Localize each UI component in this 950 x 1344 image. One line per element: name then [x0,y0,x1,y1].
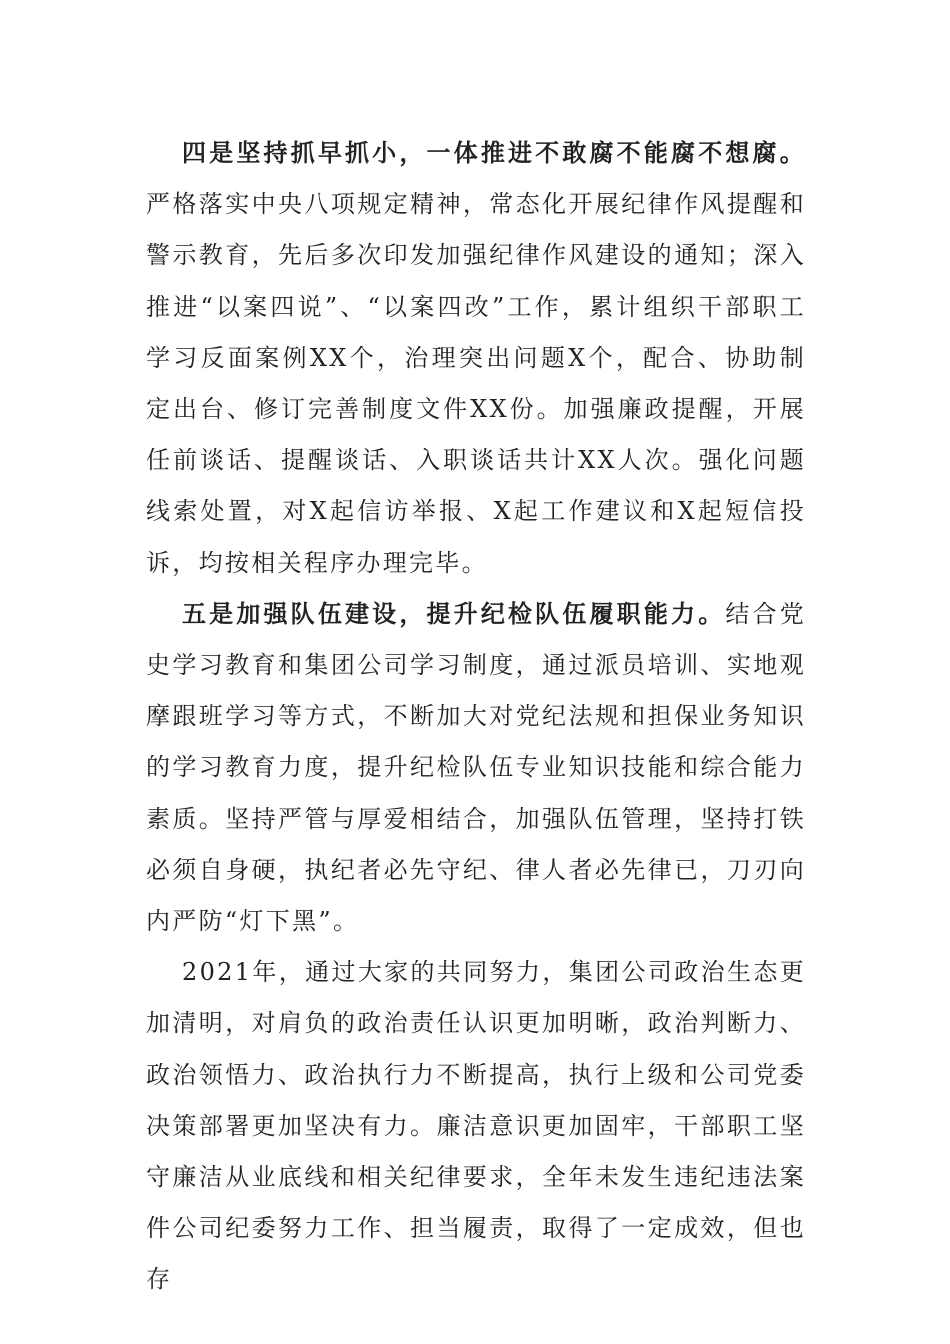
document-body [146,128,806,1306]
paragraph-team-building [146,589,806,947]
paragraph-discipline [146,128,806,589]
paragraph-text: 2021年，通过大家的共同努力，集团公司政治生态更加清明，对肩负的政治责任认识更加明晰，政治判断力、政治领悟力、政治执行力不断提高，执行上级和公司党委决策部署更加坚决有力。廉洁意识更加固牢，干部职工坚守廉洁从业底线和相关纪律要求，全年未发生违纪违法案件公司纪委努力工作、担当履责，取得了一定成效，但也存 [146,958,806,1294]
paragraph-summary-2021 [146,947,806,1305]
paragraph-heading: 五是加强队伍建设，提升纪检队伍履职能力。 [182,599,726,628]
paragraph-text: 严格落实中央八项规定精神，常态化开展纪律作风提醒和警示教育，先后多次印发加强纪律作风建设的通知；深入推进“以案四说”、“以案四改”工作，累计组织干部职工学习反面案例XX个，治理突出问题X个，配合、协助制定出台、修订完善制度文件XX份。加强廉政提醒，开展任前谈话、提醒谈话、入职谈话共计XX人次。强化问题线索处置，对X起信访举报、X起工作建议和X起短信投诉，均按相关程序办理完毕。 [146,190,806,577]
paragraph-text: 结合党史学习教育和集团公司学习制度，通过派员培训、实地观摩跟班学习等方式，不断加大对党纪法规和担保业务知识的学习教育力度，提升纪检队伍专业知识技能和综合能力素质。坚持严管与厚爱相结合，加强队伍管理，坚持打铁必须自身硬，执纪者必先守纪、律人者必先律已，刀刃向内严防“灯下黑”。 [146,599,806,936]
paragraph-heading: 四是坚持抓早抓小，一体推进不敢腐不能腐不想腐。 [182,139,806,167]
